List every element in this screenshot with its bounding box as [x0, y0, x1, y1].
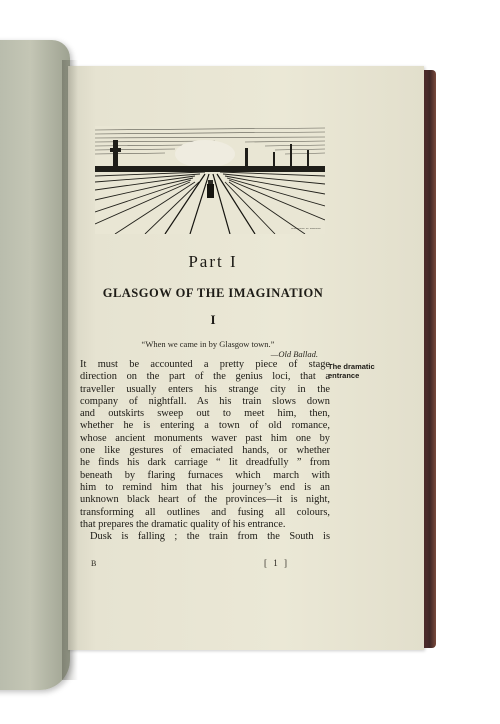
body-paragraph: [80, 359, 330, 543]
body-line: Dusk is falling ; the train from the South is: [90, 531, 330, 543]
body-line: unknown black heart of the provinces—it is night,: [80, 494, 330, 506]
body-line: whose ancient monuments waver past him one by: [80, 432, 330, 444]
body-line: one like gestures of emaciated hands, or whether: [80, 445, 330, 457]
facing-page: [0, 40, 70, 690]
body-line: traveller usually enters his strange city in the: [80, 383, 330, 395]
book-page: [68, 66, 424, 650]
epigraph-source: —Old Ballad.: [270, 349, 318, 359]
body-line: beneath by flaring furnaces which march with: [80, 469, 330, 481]
body-line: It must be accounted a pretty piece of stage: [80, 359, 330, 370]
section-title: GLASGOW OF THE IMAGINATION: [102, 286, 324, 300]
body-line: he finds his dark carriage “ lit dreadfully ” from: [80, 457, 330, 469]
body-line: direction on the part of the genius loci, that a: [80, 371, 330, 383]
body-line: that prepares the dramatic quality of his entrance.: [80, 518, 286, 530]
page-number: [ 1 ]: [264, 558, 289, 568]
spine-shadow: [62, 60, 78, 680]
body-line: transforming all outlines and fusing all colours,: [80, 506, 330, 518]
epigraph: [98, 339, 318, 359]
body-line: him to remind him that his journey’s end is an: [80, 481, 330, 493]
svg-text:~~~~~ ~ ~~~~: ~~~~~ ~ ~~~~: [291, 227, 321, 232]
railway-engraving: [95, 126, 325, 234]
margin-note: The dramatic entrance: [328, 362, 375, 380]
body-line: whether he is entering a town of old romance,: [80, 420, 330, 432]
body-line: company of nightfall. As his train slows down: [80, 395, 330, 407]
signature-mark: B: [91, 559, 97, 568]
section-number: I: [210, 312, 216, 327]
epigraph-quote: “When we came in by Glasgow town.”: [141, 339, 275, 349]
part-title: Part I: [188, 252, 238, 271]
body-line: and outskirts sweep out to meet him, then,: [80, 408, 330, 420]
